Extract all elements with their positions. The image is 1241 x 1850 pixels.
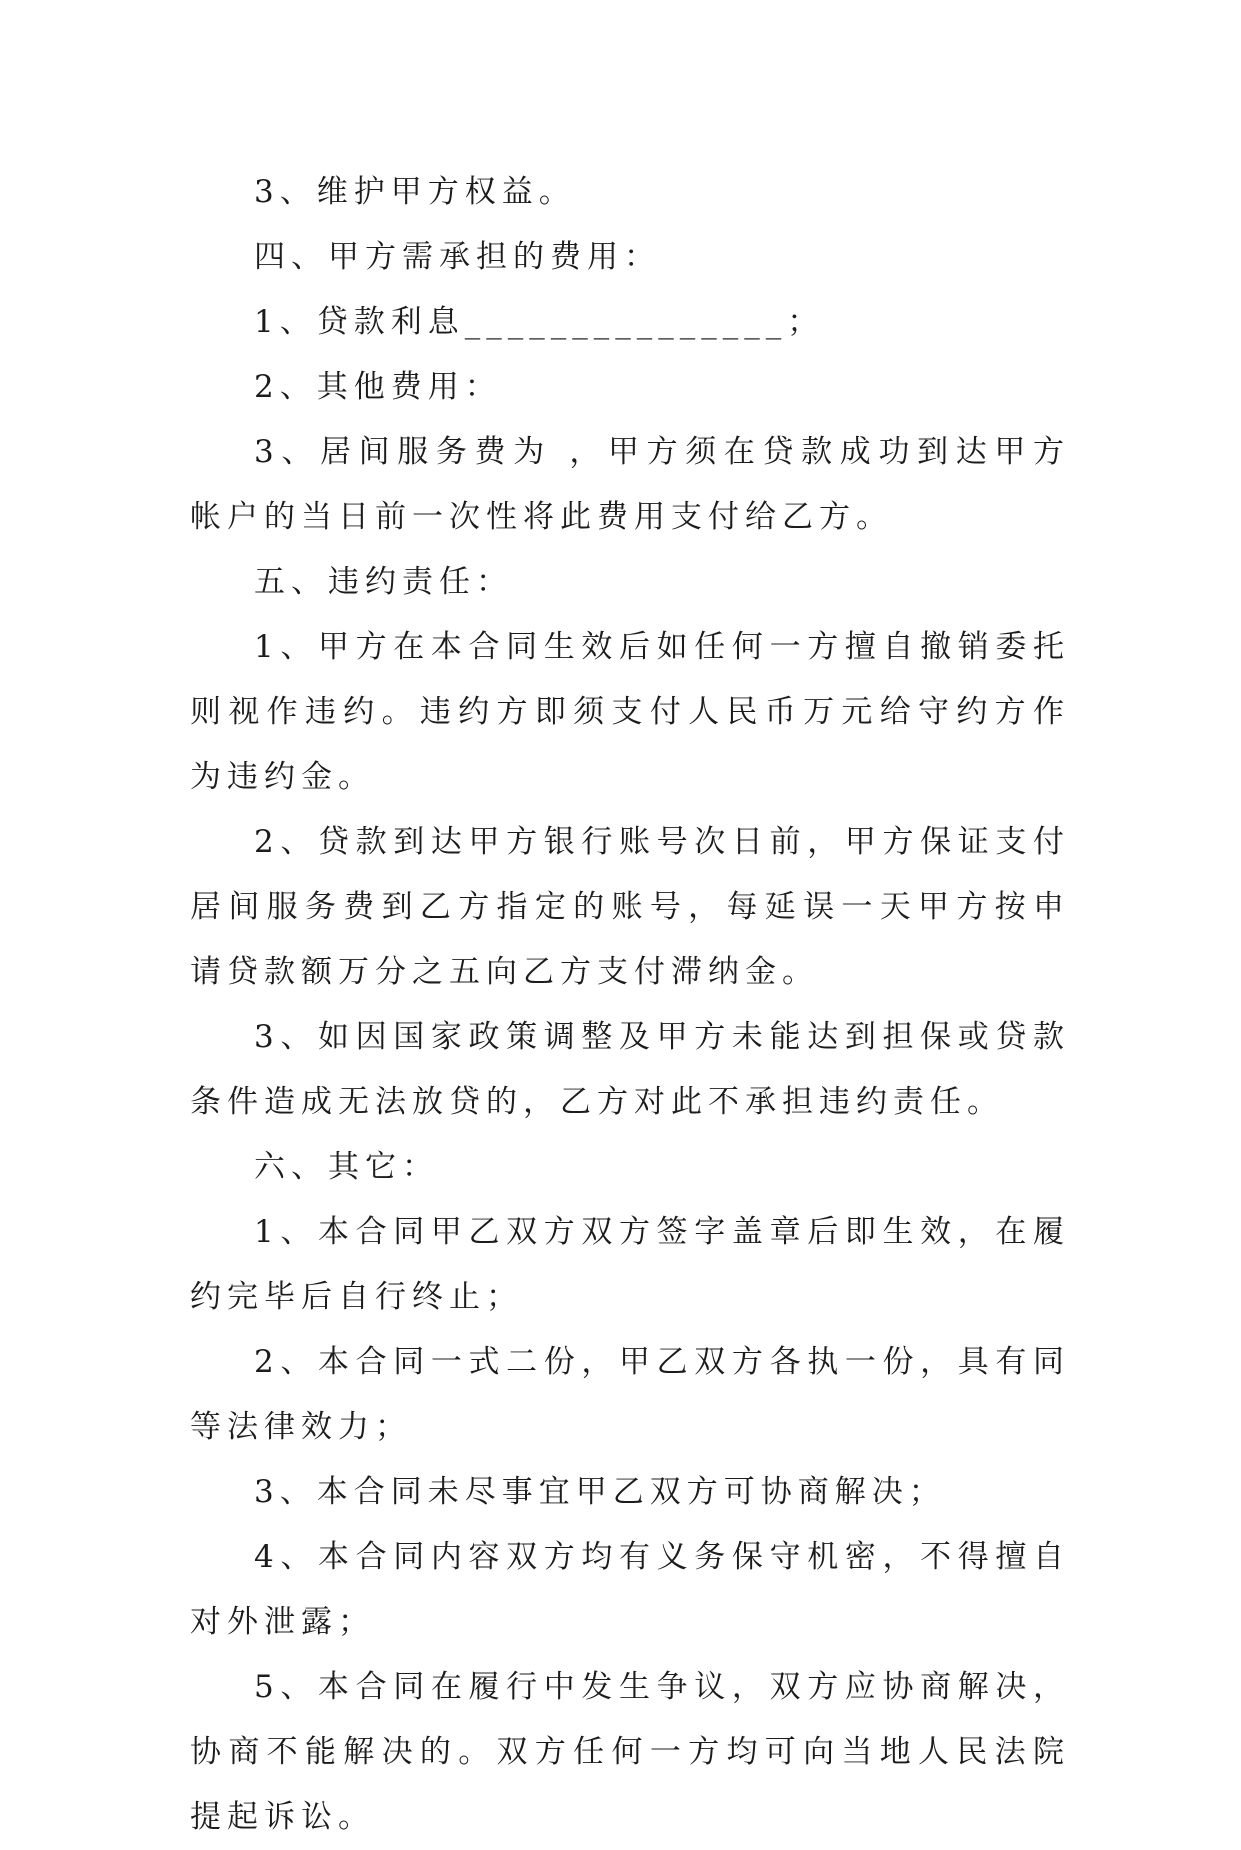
clause-2-copies: 2、本合同一式二份，甲乙双方各执一份，具有同等法律效力； <box>190 1344 1070 1445</box>
clause-1-effective: 1、本合同甲乙双方双方签字盖章后即生效，在履约完毕后自行终止； <box>190 1214 1070 1315</box>
clause-3-protect-rights: 3、维护甲方权益。 <box>254 174 576 210</box>
clause-5-disputes: 5、本合同在履行中发生争议，双方应协商解决，协商不能解决的。双方任何一方均可向当地人民法院提起诉讼。 <box>190 1669 1070 1835</box>
section-5-heading: 五、违约责任： <box>254 564 513 600</box>
section-6-heading: 六、其它： <box>254 1149 439 1185</box>
clause-1-breach: 1、甲方在本合同生效后如任何一方擅自撤销委托则视作违约。违约方即须支付人民币万元给守约方作为违约金。 <box>190 629 1070 795</box>
contract-body <box>190 160 1070 1850</box>
clause-2-late-fee: 2、贷款到达甲方银行账号次日前，甲方保证支付居间服务费到乙方指定的账号，每延误一天甲方按申请贷款额万分之五向乙方支付滞纳金。 <box>190 824 1070 990</box>
clause-3-service-fee: 3、居间服务费为 ，甲方须在贷款成功到达甲方帐户的当日前一次性将此费用支付给乙方。 <box>190 434 1070 535</box>
clause-2-other-fees: 2、其他费用： <box>254 369 502 405</box>
clause-1-loan-interest: 1、贷款利息_______________； <box>254 304 825 340</box>
clause-3-policy-exemption: 3、如因国家政策调整及甲方未能达到担保或贷款条件造成无法放贷的，乙方对此不承担违约责任。 <box>190 1019 1070 1120</box>
section-4-heading: 四、甲方需承担的费用： <box>254 239 661 275</box>
clause-4-confidentiality: 4、本合同内容双方均有义务保守机密，不得擅自对外泄露； <box>190 1539 1070 1640</box>
clause-3-unresolved-matters: 3、本合同未尽事宜甲乙双方可协商解决； <box>254 1474 946 1510</box>
